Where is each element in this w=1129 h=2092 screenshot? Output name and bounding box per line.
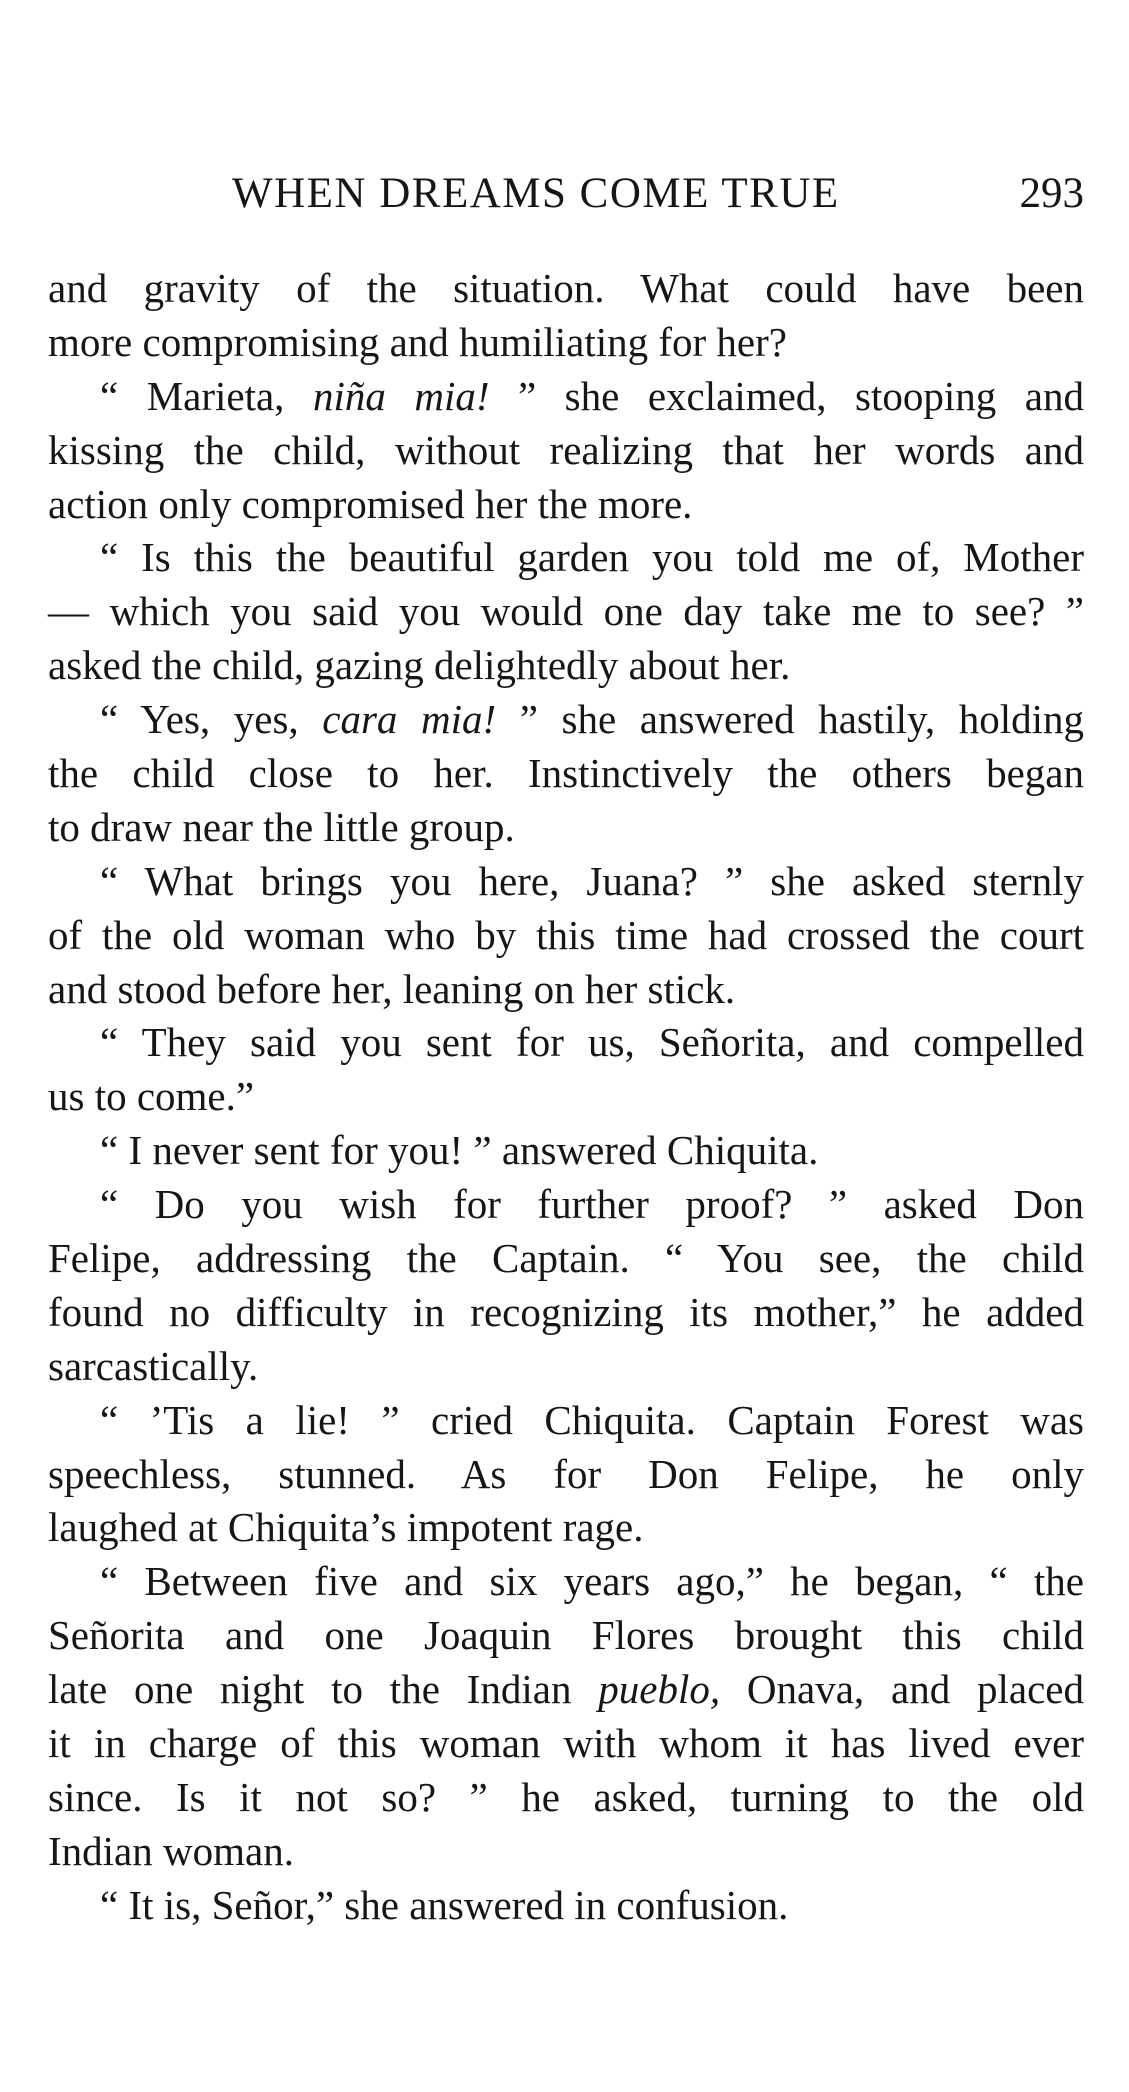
text-line xyxy=(48,963,1084,1017)
text-segment: kissing the child, without realizing that her words and xyxy=(48,426,1084,473)
text-segment: found no difficulty in recognizing its mother,” he added xyxy=(48,1288,1084,1335)
text-segment: of the old woman who by this time had crossed the court xyxy=(48,911,1084,958)
text-line xyxy=(48,1394,1084,1448)
text-line xyxy=(48,693,1084,747)
text-line xyxy=(48,1448,1084,1502)
text-segment: “ Between five and six years ago,” he began, “ the xyxy=(100,1558,1084,1605)
text-segment: and gravity of the situation. What could have been xyxy=(48,265,1084,311)
text-line xyxy=(48,1232,1084,1286)
text-segment: Felipe, addressing the Captain. “ You see, the child xyxy=(48,1235,1084,1282)
running-title: WHEN DREAMS COME TRUE xyxy=(232,170,840,217)
text-segment: more compromising and humiliating for her? xyxy=(48,318,787,365)
text-segment: late one night to the Indian xyxy=(48,1666,599,1713)
text-line xyxy=(48,531,1084,585)
text-segment: “ Is this the beautiful garden you told me of, Mother xyxy=(100,534,1084,581)
text-line xyxy=(48,1501,1084,1555)
text-line xyxy=(48,585,1084,639)
text-segment: “ Yes, yes, xyxy=(100,696,323,743)
text-line xyxy=(48,1771,1084,1825)
text-line xyxy=(48,1717,1084,1771)
italic-text: cara mia! xyxy=(322,696,497,743)
text-line xyxy=(48,370,1084,424)
text-line xyxy=(48,262,1084,316)
text-segment: “ What brings you here, Juana? ” she asked sternly xyxy=(100,857,1084,904)
text-segment: since. Is it not so? ” he asked, turning to the old xyxy=(48,1773,1084,1820)
text-segment: “ I never sent for you! ” answered Chiquita. xyxy=(100,1127,819,1174)
text-segment: action only compromised her the more. xyxy=(48,480,693,527)
text-segment: us to come.” xyxy=(48,1073,255,1120)
text-line xyxy=(48,639,1084,693)
text-segment: laughed at Chiquita’s impotent rage. xyxy=(48,1504,644,1551)
text-segment: “ It is, Señor,” she answered in confusion. xyxy=(100,1881,789,1928)
body-text xyxy=(48,262,1084,1933)
text-segment: and stood before her, leaning on her stick. xyxy=(48,965,736,1012)
text-segment: “ They said you sent for us, Señorita, and compelled xyxy=(100,1019,1084,1066)
text-segment: “ Marieta, xyxy=(100,372,313,419)
text-segment: speechless, stunned. As for Don Felipe, he only xyxy=(48,1450,1084,1497)
italic-text: pueblo, xyxy=(598,1666,721,1713)
running-head xyxy=(48,168,1084,220)
text-segment: sarcastically. xyxy=(48,1342,259,1389)
text-segment: Señorita and one Joaquin Flores brought this child xyxy=(48,1612,1084,1659)
page-number: 293 xyxy=(1019,170,1084,217)
text-segment: — which you said you would one day take me to see? ” xyxy=(48,588,1084,635)
text-line xyxy=(48,1663,1084,1717)
text-segment: ” she exclaimed, stooping and xyxy=(489,372,1084,419)
text-segment: “ ’Tis a lie! ” cried Chiquita. Captain Forest was xyxy=(100,1396,1084,1443)
text-line xyxy=(48,316,1084,370)
text-line xyxy=(48,747,1084,801)
italic-text: niña mia! xyxy=(312,372,490,419)
text-line xyxy=(48,1286,1084,1340)
text-segment: the child close to her. Instinctively the others began xyxy=(48,750,1084,797)
text-line xyxy=(48,1555,1084,1609)
text-line xyxy=(48,801,1084,855)
text-line xyxy=(48,1879,1084,1933)
text-segment: asked the child, gazing delightedly about her. xyxy=(48,642,791,689)
text-segment: it in charge of this woman with whom it has lived ever xyxy=(48,1720,1084,1767)
text-line xyxy=(48,909,1084,963)
text-segment: to draw near the little group. xyxy=(48,803,515,850)
text-line xyxy=(48,478,1084,532)
text-segment: Indian woman. xyxy=(48,1827,294,1874)
text-segment: ” she answered hastily, holding xyxy=(496,696,1084,743)
text-line xyxy=(48,1016,1084,1070)
text-line xyxy=(48,1124,1084,1178)
text-segment: “ Do you wish for further proof? ” asked Don xyxy=(100,1181,1084,1228)
text-line xyxy=(48,1070,1084,1124)
text-segment: Onava, and placed xyxy=(720,1666,1084,1713)
text-line xyxy=(48,855,1084,909)
text-line xyxy=(48,1609,1084,1663)
text-line xyxy=(48,1340,1084,1394)
text-line xyxy=(48,1178,1084,1232)
text-line xyxy=(48,424,1084,478)
text-line xyxy=(48,1825,1084,1879)
